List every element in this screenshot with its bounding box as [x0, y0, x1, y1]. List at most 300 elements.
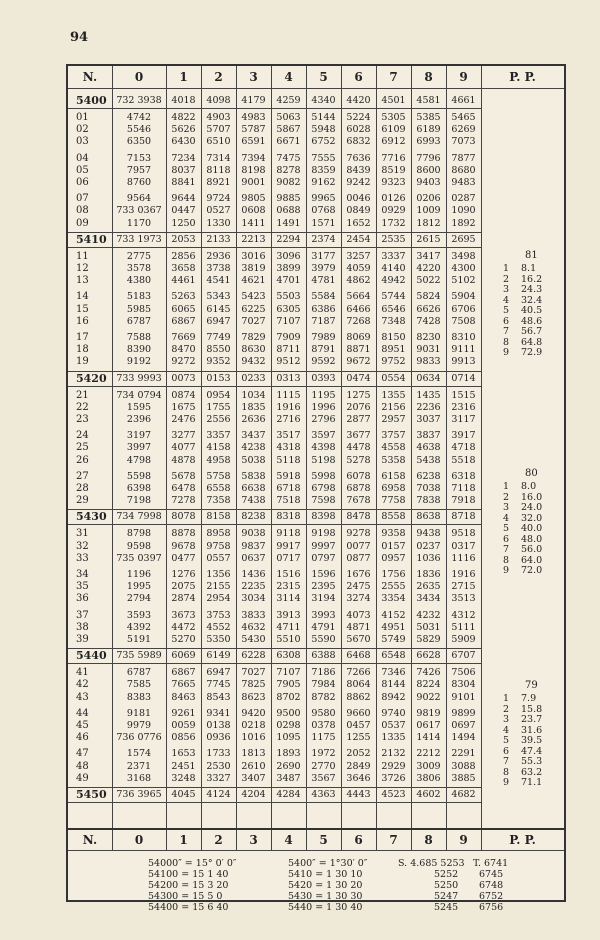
cell-9: 2715 [451, 581, 476, 593]
cell-9: 9111 [451, 344, 476, 356]
pp-digit: 6 [503, 315, 510, 327]
column-divider [481, 66, 482, 850]
row-n: 18 [76, 344, 89, 356]
cell-8: 9403 [416, 177, 441, 188]
cell-3: 9038 [241, 528, 266, 540]
cell-0: 734 7998 [116, 511, 162, 523]
cell-2: 4552 [206, 621, 231, 633]
cell-2: 5758 [206, 470, 231, 482]
row-n: 45 [76, 720, 89, 731]
cell-9: 3917 [451, 430, 476, 442]
cell-6: 7636 [346, 152, 371, 164]
row-n: 17 [76, 332, 89, 343]
cell-7: 2929 [381, 760, 406, 772]
cell-5: 8359 [311, 164, 336, 176]
cell-7: 4942 [381, 275, 406, 287]
cell-7: 8519 [381, 164, 406, 176]
cell-5: 9580 [311, 707, 336, 719]
cell-5: 1596 [311, 569, 336, 580]
cell-9: 7118 [451, 483, 476, 494]
cell-7: 6546 [381, 303, 406, 315]
row-n: 48 [76, 760, 89, 772]
pp-digit: 5 [503, 523, 510, 534]
cell-6: 5664 [346, 291, 371, 303]
row-n: 43 [76, 691, 89, 703]
cell-8: 1009 [416, 205, 441, 217]
cell-8: 1435 [416, 389, 441, 401]
cell-2: 2530 [206, 760, 231, 772]
cell-4: 4259 [276, 95, 301, 106]
cell-1: 5678 [171, 470, 196, 482]
cell-1: 4822 [171, 112, 196, 123]
cell-0: 9598 [126, 540, 152, 552]
cell-7: 7346 [381, 667, 406, 679]
cell-7: 0157 [381, 540, 406, 552]
group-divider [68, 524, 481, 525]
cell-1: 7278 [171, 495, 196, 507]
cell-0: 5191 [126, 634, 152, 645]
cell-1: 7234 [171, 152, 196, 164]
cell-1: 8463 [171, 691, 196, 703]
cell-7: 8942 [381, 691, 406, 703]
group-divider [68, 247, 481, 248]
pp-digit: 2 [503, 491, 510, 503]
cell-2: 0954 [206, 389, 231, 401]
cell-5: 2374 [311, 233, 336, 245]
cell-3: 5787 [241, 124, 266, 136]
cell-6: 3257 [346, 250, 371, 262]
cell-6: 7268 [346, 315, 371, 327]
cell-1: 8037 [171, 164, 196, 176]
cell-5: 7598 [311, 495, 336, 507]
cell-3: 8630 [241, 344, 266, 356]
cell-0: 7957 [126, 164, 152, 176]
cell-9: 4718 [451, 442, 476, 454]
cell-9: 9483 [451, 177, 476, 188]
cell-8: 9438 [416, 528, 441, 540]
bottom-col-4: 4 [284, 833, 293, 847]
cell-9: 2316 [451, 401, 476, 413]
cell-9: 8304 [451, 679, 476, 691]
pp-digit: 1 [503, 481, 510, 492]
cell-2: 1733 [206, 748, 231, 760]
row-n: 41 [76, 667, 89, 679]
cell-3: 1436 [241, 569, 266, 580]
cell-4: 1095 [276, 732, 301, 744]
row-n: 01 [76, 112, 89, 123]
cell-4: 5118 [276, 454, 301, 466]
cell-7: 4501 [381, 95, 406, 106]
cell-7: 4523 [381, 789, 406, 800]
cell-6: 8478 [346, 511, 371, 523]
cell-9: 1916 [451, 569, 476, 580]
cell-0: 2396 [126, 414, 152, 425]
cell-9: 5518 [451, 454, 476, 466]
cell-9: 5111 [451, 621, 476, 633]
cell-6: 4073 [346, 609, 371, 621]
row-n: 19 [76, 356, 89, 368]
cell-8: 7426 [416, 667, 441, 679]
cell-1: 1675 [171, 401, 196, 413]
cell-8: 3037 [416, 414, 441, 425]
group-divider [68, 648, 481, 649]
cell-5: 4791 [311, 621, 336, 633]
cell-7: 8951 [381, 344, 406, 356]
cell-9: 0287 [451, 193, 476, 205]
cell-9: 0714 [451, 372, 476, 384]
cell-8: 0206 [416, 193, 441, 205]
cell-3: 2636 [241, 414, 266, 425]
top-col-5: 5 [319, 70, 328, 84]
cell-6: 3646 [346, 772, 371, 784]
cell-7: 2555 [381, 581, 406, 593]
row-n: 35 [76, 581, 89, 593]
row-n: 07 [76, 193, 89, 205]
cell-6: 0046 [346, 193, 371, 205]
pp-digit: 1 [503, 693, 510, 704]
cell-5: 3597 [311, 430, 336, 442]
cell-5: 5948 [311, 124, 336, 136]
cell-2: 2954 [206, 593, 231, 605]
cell-4: 9500 [276, 707, 301, 719]
pp-value: 15.8 [521, 703, 543, 715]
cell-4: 7107 [276, 315, 301, 327]
pp-digit: 8 [503, 554, 510, 566]
cell-0: 735 0397 [116, 552, 162, 564]
row-n: 02 [76, 124, 89, 136]
cell-6: 8064 [346, 679, 371, 691]
row-n: 5440 [76, 649, 107, 663]
cell-6: 1255 [346, 732, 371, 744]
cell-6: 0849 [346, 205, 371, 217]
cell-8: 2635 [416, 581, 441, 593]
pp-digit: 1 [503, 263, 510, 274]
cell-1: 1276 [171, 569, 196, 580]
cell-5: 1972 [311, 748, 336, 760]
cell-4: 8318 [276, 511, 301, 523]
row-n: 22 [76, 401, 89, 413]
cell-0: 1595 [126, 401, 152, 413]
footer-degrees: 5430 = 1 30 30 [288, 891, 363, 902]
pp-digit: 3 [503, 284, 510, 295]
cell-9: 8310 [451, 332, 476, 343]
row-n: 47 [76, 748, 89, 760]
cell-1: 5263 [171, 291, 196, 303]
cell-8: 1036 [416, 552, 441, 564]
cell-4: 3487 [276, 772, 301, 784]
cell-5: 6752 [311, 136, 336, 148]
row-n: 14 [76, 291, 89, 303]
cell-3: 0233 [241, 372, 266, 384]
top-col-6: 6 [354, 70, 363, 84]
cell-4: 1115 [276, 389, 301, 401]
pp-digit: 8 [503, 336, 510, 348]
pp-digit: 6 [503, 745, 510, 757]
cell-6: 2849 [346, 760, 371, 772]
cell-3: 2213 [241, 233, 266, 245]
cell-7: 4558 [381, 442, 406, 454]
footer-t: 6756 [479, 902, 504, 913]
row-n: 06 [76, 177, 89, 188]
cell-7: 2535 [381, 233, 406, 245]
cell-2: 4158 [206, 442, 231, 454]
row-n: 03 [76, 136, 89, 148]
group-divider [68, 371, 481, 372]
footer-degrees: 5400″ = 1°30′ 0″ [288, 858, 368, 869]
cell-6: 6878 [346, 483, 371, 494]
cell-5: 5590 [311, 634, 336, 645]
cell-3: 5423 [241, 291, 266, 303]
cell-2: 6947 [206, 315, 231, 327]
cell-8: 6628 [416, 650, 441, 662]
cell-4: 5063 [276, 112, 301, 123]
cell-2: 9724 [206, 193, 231, 205]
cell-4: 6718 [276, 483, 301, 494]
cell-6: 4862 [346, 275, 371, 287]
row-n: 31 [76, 528, 89, 540]
cell-2: 4098 [206, 95, 231, 106]
cell-1: 9678 [171, 540, 196, 552]
cell-8: 0617 [416, 720, 441, 731]
cell-4: 9512 [276, 356, 301, 368]
cell-9: 3117 [451, 414, 476, 425]
pp-digit: 9 [503, 565, 510, 576]
cell-4: 0688 [276, 205, 301, 217]
bottom-col-8: 8 [424, 833, 433, 847]
cell-2: 6510 [206, 136, 231, 148]
cell-4: 1491 [276, 217, 301, 229]
footer-arc-seconds: 54100 = 15 1 40 [148, 869, 229, 880]
bottom-col-0: 0 [134, 833, 144, 847]
cell-0: 8760 [126, 177, 152, 188]
cell-3: 2235 [241, 581, 266, 593]
cell-9: 9518 [451, 528, 476, 540]
cell-5: 4363 [311, 789, 336, 800]
cell-5: 3993 [311, 609, 336, 621]
cell-2: 8543 [206, 691, 231, 703]
pp-value: 48.0 [521, 533, 543, 545]
cell-1: 9261 [171, 707, 196, 719]
cell-5: 2796 [311, 414, 336, 425]
cell-5: 1571 [311, 217, 336, 229]
cell-2: 1755 [206, 401, 231, 413]
cell-9: 3513 [451, 593, 476, 605]
cell-7: 9740 [381, 707, 406, 719]
cell-2: 3738 [206, 263, 231, 274]
cell-1: 4472 [171, 621, 196, 633]
footer-s: 5252 [434, 869, 459, 880]
cell-7: 9323 [381, 177, 406, 188]
cell-2: 4958 [206, 454, 231, 466]
footer-t: 6748 [479, 880, 504, 891]
footer-arc-seconds: 54000″ = 15° 0′ 0″ [148, 858, 237, 869]
cell-6: 9242 [346, 177, 371, 188]
cell-9: 6318 [451, 470, 476, 482]
cell-3: 4204 [241, 789, 266, 800]
cell-7: 8558 [381, 511, 406, 523]
cell-7: 3757 [381, 430, 406, 442]
cell-5: 0768 [311, 205, 336, 217]
cell-4: 9885 [276, 193, 301, 205]
cell-0: 8383 [126, 691, 152, 703]
cell-1: 4045 [171, 789, 196, 800]
cell-5: 1195 [311, 389, 336, 401]
pp-head: 80 [525, 468, 538, 479]
cell-1: 8078 [171, 511, 196, 523]
cell-0: 2775 [126, 250, 152, 262]
cell-8: 9022 [416, 691, 441, 703]
bottom-col-9: 9 [459, 833, 468, 847]
cell-5: 6388 [311, 650, 336, 662]
cell-8: 1836 [416, 569, 441, 580]
footer-t: T. 6741 [473, 858, 509, 869]
cell-8: 7428 [416, 315, 441, 327]
cell-5: 9162 [311, 177, 336, 188]
cell-1: 0477 [171, 552, 196, 564]
cell-5: 3979 [311, 263, 336, 274]
cell-8: 4638 [416, 442, 441, 454]
cell-2: 4903 [206, 112, 231, 123]
footer-t: 6745 [479, 869, 504, 880]
cell-9: 2291 [451, 748, 476, 760]
cell-5: 9965 [311, 193, 336, 205]
row-n: 42 [76, 679, 89, 691]
cell-4: 8702 [276, 691, 301, 703]
cell-3: 0218 [241, 720, 266, 731]
cell-3: 3437 [241, 430, 266, 442]
cell-1: 2451 [171, 760, 196, 772]
cell-1: 4878 [171, 454, 196, 466]
cell-2: 0936 [206, 732, 231, 744]
cell-3: 7027 [241, 667, 266, 679]
cell-4: 5918 [276, 470, 301, 482]
cell-8: 5824 [416, 291, 441, 303]
cell-1: 6069 [171, 650, 196, 662]
cell-8: 5438 [416, 454, 441, 466]
cell-5: 2770 [311, 760, 336, 772]
cell-9: 4300 [451, 263, 476, 274]
cell-8: 5829 [416, 634, 441, 645]
row-n: 34 [76, 569, 89, 580]
cell-7: 5749 [381, 634, 406, 645]
row-n: 44 [76, 707, 89, 719]
cell-9: 4312 [451, 609, 476, 621]
cell-3: 9837 [241, 540, 266, 552]
cell-1: 6478 [171, 483, 196, 494]
pp-value: 40.5 [521, 305, 543, 316]
cell-6: 0877 [346, 552, 371, 564]
row-n: 21 [76, 389, 89, 401]
cell-6: 1652 [346, 217, 371, 229]
cell-8: 5022 [416, 275, 441, 287]
cell-0: 1995 [126, 581, 152, 593]
cell-4: 6308 [276, 650, 301, 662]
pp-digit: 6 [503, 533, 510, 545]
cell-1: 9644 [171, 193, 196, 205]
cell-0: 2371 [126, 760, 152, 772]
cell-3: 8623 [241, 691, 266, 703]
row-n: 28 [76, 483, 89, 494]
cell-3: 3034 [241, 593, 266, 605]
cell-9: 7918 [451, 495, 476, 507]
cell-1: 8841 [171, 177, 196, 188]
pp-digit: 7 [503, 544, 510, 555]
pp-head: 79 [525, 680, 538, 691]
pp-value: 24.0 [521, 502, 543, 513]
cell-6: 5278 [346, 454, 371, 466]
footer-s: 5247 [434, 891, 459, 902]
cell-9: 0317 [451, 540, 476, 552]
cell-3: 0637 [241, 552, 266, 564]
cell-8: 4602 [416, 789, 441, 800]
group-divider [68, 663, 481, 664]
cell-9: 5465 [451, 112, 476, 123]
cell-7: 8144 [381, 679, 406, 691]
footer-degrees: 5410 = 1 30 10 [288, 869, 363, 880]
cell-8: 9819 [416, 707, 441, 719]
pp-value: 32.4 [521, 294, 543, 306]
cell-5: 5198 [311, 454, 336, 466]
cell-6: 4443 [346, 789, 371, 800]
cell-9: 6706 [451, 303, 476, 315]
cell-9: 5909 [451, 634, 476, 645]
cell-6: 2877 [346, 414, 371, 425]
cell-7: 4152 [381, 609, 406, 621]
cell-2: 9352 [206, 356, 231, 368]
cell-5: 9198 [311, 528, 336, 540]
cell-2: 1356 [206, 569, 231, 580]
cell-5: 7984 [311, 679, 336, 691]
pp-digit: 2 [503, 273, 510, 285]
pp-digit: 4 [503, 294, 510, 306]
cell-0: 3578 [126, 263, 152, 274]
footer-arc-seconds: 54300 = 15 5 0 [148, 891, 223, 902]
group-divider [68, 232, 481, 233]
pp-value: 32.0 [521, 512, 543, 524]
cell-3: 3407 [241, 772, 266, 784]
cell-4: 6671 [276, 136, 301, 148]
cell-3: 1813 [241, 748, 266, 760]
top-n-header: N. [82, 70, 98, 84]
cell-5: 9997 [311, 540, 336, 552]
cell-7: 6158 [381, 470, 406, 482]
cell-8: 7796 [416, 152, 441, 164]
cell-1: 2874 [171, 593, 196, 605]
cell-6: 9672 [346, 356, 371, 368]
row-n: 16 [76, 315, 89, 327]
cell-9: 2695 [451, 233, 476, 245]
cell-6: 6078 [346, 470, 371, 482]
cell-5: 0378 [311, 720, 336, 731]
cell-9: 7877 [451, 152, 476, 164]
cell-6: 7266 [346, 667, 371, 679]
cell-1: 0059 [171, 720, 196, 731]
cell-9: 4661 [451, 95, 476, 106]
cell-0: 5985 [126, 303, 152, 315]
cell-2: 7749 [206, 332, 231, 343]
cell-1: 4461 [171, 275, 196, 287]
pp-digit: 5 [503, 305, 510, 316]
cell-1: 2075 [171, 581, 196, 593]
cell-9: 0697 [451, 720, 476, 731]
cell-2: 2556 [206, 414, 231, 425]
row-n: 08 [76, 205, 89, 217]
pp-value: 23.7 [521, 714, 543, 725]
cell-6: 6832 [346, 136, 371, 148]
cell-1: 7665 [171, 679, 196, 691]
cell-4: 7909 [276, 332, 301, 343]
cell-0: 3168 [126, 772, 152, 784]
